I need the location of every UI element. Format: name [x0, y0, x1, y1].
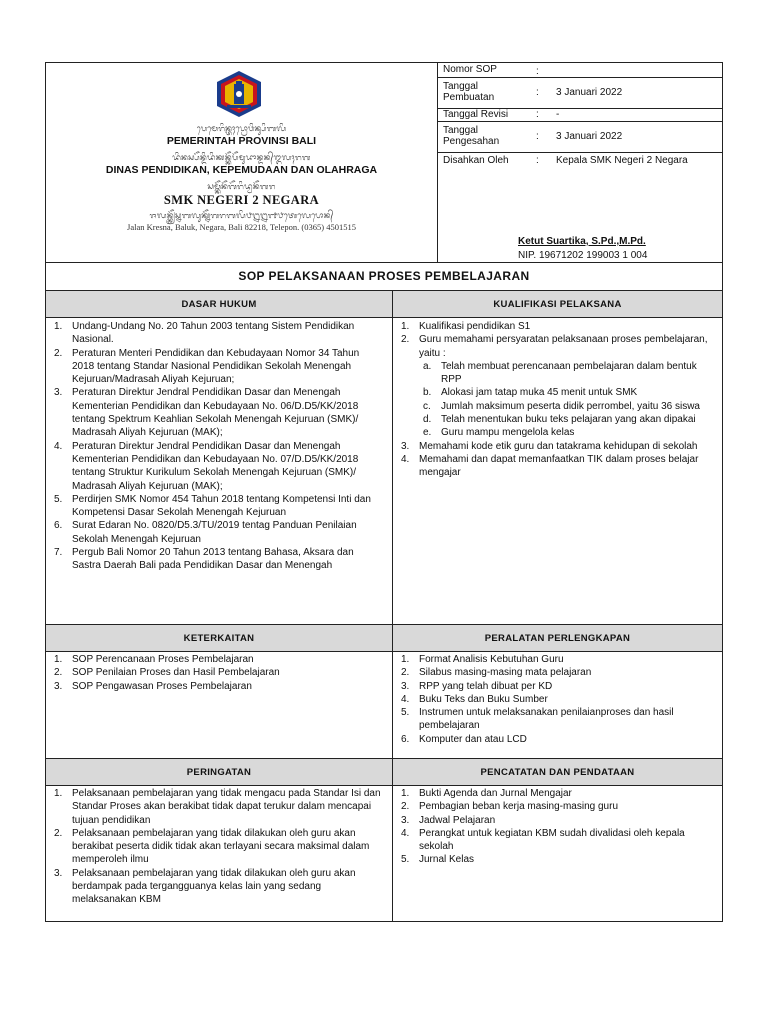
list-item-text: Memahami dan dapat memanfaatkan TIK dalam proses belajar mengajar [419, 453, 699, 479]
meta-colon: : [536, 87, 539, 98]
department-name: DINAS PENDIDIKAN, KEPEMUDAAN DAN OLAHRAGA [105, 164, 378, 176]
list-item-number: 1. [54, 654, 63, 665]
list-item-number: 1. [401, 654, 410, 665]
list-item-number: 5. [401, 707, 410, 719]
list-item [46, 787, 384, 827]
list-item-text: Format Analisis Kebutuhan Guru [419, 654, 564, 665]
meta-value: - [556, 109, 560, 120]
list-item-text: Memahami kode etik guru dan tatakrama kehidupan di sekolah [419, 440, 698, 452]
list-item-text: Telah membuat perencanaan pembelajaran dalam bentuk RPP [441, 360, 697, 386]
list-item-text: SOP Penilaian Proses dan Hasil Pembelajaran [72, 667, 280, 679]
meta-value: Kepala SMK Negeri 2 Negara [556, 155, 688, 166]
list-item [46, 867, 384, 907]
list-item [393, 666, 716, 679]
list-item [393, 440, 716, 453]
meta-label: Nomor SOP [443, 64, 497, 75]
list-item-number: c. [423, 400, 431, 412]
list-item [393, 453, 716, 480]
list-item-text: Telah menentukan buku teks pelajaran yang akan dipakai [441, 414, 696, 426]
list-item [393, 333, 716, 360]
meta-row-pengesahan [437, 122, 722, 153]
list-item-number: 6. [54, 520, 63, 532]
list-item-number: e. [423, 427, 432, 439]
list-item-text: Pergub Bali Nomor 20 Tahun 2013 tentang Bahasa, Aksara dan Sastra Daerah Bali pada Pendidikan Dasar dan Menengah [72, 547, 354, 572]
signer-name: Ketut Suartika, S.Pd.,M.Pd. [518, 236, 646, 247]
list-item-number: 3. [401, 814, 410, 826]
balinese-script-school: ᬲᬫ᭄ᬓᭂᬦᭂᬕᭂᬭᬶᬤ᭄ᬯᬦᭂᬕᬭ [207, 182, 276, 191]
list-item-text: Perdirjen SMK Nomor 454 Tahun 2018 tentang Kompetensi Inti dan Kompetensi Dasar Sekolah Menengah Kejuruan [72, 493, 371, 519]
list-item-text: Kualifikasi pendidikan S1 [419, 321, 531, 332]
letterhead [46, 63, 438, 262]
meta-label: Tanggal Revisi [443, 109, 509, 120]
list-item-text: Guru memahami persyaratan pelaksanaan proses pembelajaran, yaitu : [419, 334, 708, 359]
list-item-number: 2. [401, 667, 410, 679]
list-item-number: 2. [401, 334, 410, 346]
list-item-text: Pembagian beban kerja masing-masing guru [419, 801, 619, 813]
meta-label: Tanggal Pengesahan [443, 125, 500, 147]
meta-colon: : [536, 155, 539, 166]
list-item-text: Pelaksanaan pembelajaran yang tidak mengacu pada Standar Isi dan Standar Proses akan berakibat tidak dapat terukur dalam mencapai tujuan pendidikan [72, 788, 381, 826]
sub-list-item [393, 426, 716, 439]
list-item-number: 5. [401, 854, 410, 866]
meta-colon: : [536, 131, 539, 142]
section-heading-kualifikasi: KUALIFIKASI PELAKSANA [393, 291, 722, 318]
section-heading-keterkaitan: KETERKAITAN [46, 625, 392, 652]
government-name: PEMERINTAH PROVINSI BALI [166, 135, 317, 147]
document-header [46, 63, 722, 263]
list-item-text: Peraturan Menteri Pendidikan dan Kebudayaan Nomor 34 Tahun 2018 tentang Standar Nasional Pendidikan Sekolah Menengah Kejuruan/Madrasah Aliyah Kejuruan; [72, 347, 360, 386]
list-item-number: 5. [54, 493, 63, 505]
list-item-number: 3. [54, 387, 63, 399]
list-item [393, 680, 716, 693]
peralatan-list [393, 653, 722, 746]
meta-colon: : [536, 66, 539, 77]
sub-list-item [393, 386, 716, 399]
section-heading-pencatatan: PENCATATAN DAN PENDATAAN [393, 759, 722, 786]
list-item-number: 3. [401, 680, 410, 692]
meta-row-revisi [437, 109, 722, 122]
list-item-text: Pelaksanaan pembelajaran yang tidak dilakukan oleh guru akan berdampak pada tergangguanya kelas lain yang sedang melaksanakan KBM [72, 867, 356, 906]
pencatatan-list [393, 787, 722, 867]
list-item-text: Jadwal Pelajaran [419, 814, 496, 826]
keterkaitan-list [46, 653, 390, 693]
sub-list-item [393, 360, 716, 387]
list-item [46, 653, 390, 666]
list-item [393, 733, 716, 746]
list-item-text: Komputer dan atau LCD [419, 733, 527, 745]
list-item [46, 347, 384, 387]
list-item [393, 853, 716, 866]
sub-list-item [393, 400, 716, 413]
list-item-text: Jumlah maksimum peserta didik perrombel, yaitu 36 siswa [441, 400, 700, 412]
kualifikasi-list [393, 320, 722, 480]
list-item-number: 1. [401, 788, 410, 799]
list-item [393, 693, 716, 706]
list-item-number: 3. [401, 440, 410, 452]
list-item-number: 3. [54, 680, 63, 692]
list-item [46, 680, 390, 693]
section-heading-dasar-hukum: DASAR HUKUM [46, 291, 392, 318]
list-item-text: Bukti Agenda dan Jurnal Mengajar [419, 788, 572, 799]
list-item-text: Peraturan Direktur Jendral Pendidikan Dasar dan Menengah Kementerian Pendidikan dan Kebudayaan No. 06/D.D5/KK/2018 tentang Spektrum Keahlian Sekolah Menengah Kejuruan (SMK)/ Madrasah Aliyah Kejuruan (MAK); [72, 387, 359, 439]
list-item-text: RPP yang telah dibuat per KD [419, 680, 553, 692]
list-item-number: 7. [54, 547, 63, 559]
list-item-number: 2. [54, 827, 63, 839]
list-item-number: 2. [54, 667, 63, 679]
list-item-text: Pelaksanaan pembelajaran yang tidak dilakukan oleh guru akan berakibat peserta didik tidak akan terlayani secara maksimal dalam memperoleh ilmu [72, 827, 370, 866]
meta-label: Disahkan Oleh [443, 155, 509, 166]
balinese-script-address: ᬚᬮᬦ᭄ᬓ᭄ᬭᭂᬲ᭄ᬦᬩᬮᬸᬓ᭄ᬦᭂᬕᬭᬩᬮᬶ᭘᭒᭒᭑᭘ᬢᬾᬮᬾᬧᭀᬦ᭄ [149, 211, 334, 220]
list-item-number: 1. [54, 321, 63, 332]
list-item [393, 653, 716, 666]
list-item-text: Buku Teks dan Buku Sumber [419, 693, 548, 705]
list-item [393, 814, 716, 827]
list-item [46, 440, 384, 493]
meta-row-pembuatan [437, 78, 722, 109]
meta-value: 3 Januari 2022 [556, 87, 623, 98]
school-address: Jalan Kresna, Baluk, Negara, Bali 82218, Telepon. (0365) 4501515 [127, 222, 356, 232]
list-item-number: 1. [54, 788, 63, 799]
section-heading-peralatan: PERALATAN PERLENGKAPAN [393, 625, 722, 652]
list-item-number: 3. [54, 867, 63, 879]
document-title: SOP PELAKSANAAN PROSES PEMBELAJARAN [46, 262, 722, 291]
meta-value: 3 Januari 2022 [556, 131, 623, 142]
list-item [46, 666, 390, 679]
list-item-number: 6. [401, 733, 410, 745]
list-item-number: 4. [401, 693, 410, 705]
balinese-script-department: ᬤᬶᬦᬲ᭄ᬧᭂᬦ᭄ᬤᬶᬤᬶᬓᬦ᭄ᬓᭂᬧᭂᬫᬸᬤᬵᬦ᭄ᬤᬦ᭄ᬑᬮᬄᬭᬕ [172, 153, 311, 162]
list-item-text: SOP Perencanaan Proses Pembelajaran [72, 654, 254, 665]
list-item-text: Undang-Undang No. 20 Tahun 2003 tentang Sistem Pendidikan Nasional. [72, 321, 355, 346]
list-item-number: 2. [401, 801, 410, 813]
list-item [46, 546, 384, 573]
list-item [46, 827, 384, 867]
sub-list-item [393, 413, 716, 426]
list-item [393, 787, 716, 800]
list-item [46, 386, 384, 439]
list-item [393, 827, 716, 854]
list-item-text: Surat Edaran No. 0820/D5.3/TU/2019 tentag Panduan Penilaian Sekolah Menengah Kejuruan [72, 520, 357, 545]
list-item-number: d. [423, 414, 432, 426]
list-item [393, 706, 716, 733]
list-item-number: a. [423, 360, 432, 372]
list-item-number: 4. [54, 440, 63, 452]
signer-nip: NIP. 19671202 199003 1 004 [518, 250, 648, 261]
list-item-text: Silabus masing-masing mata pelajaran [419, 667, 592, 679]
list-item [393, 800, 716, 813]
list-item-text: Guru mampu mengelola kelas [441, 427, 575, 439]
list-item [46, 519, 384, 546]
meta-row-nomor [437, 63, 722, 78]
meta-colon: : [536, 109, 539, 120]
list-item [46, 493, 384, 520]
balinese-script-government: ᬧᬾᬫᬾᬭᬶᬦ᭄ᬢᬄᬧ᭄ᬭᭀᬯᬶᬦ᭄ᬲᬶᬩᬮᬶ [196, 124, 287, 133]
list-item [393, 320, 716, 333]
list-item-text: Perangkat untuk kegiatan KBM sudah divalidasi oleh kepala sekolah [419, 827, 685, 853]
school-name: SMK NEGERI 2 NEGARA [163, 193, 320, 207]
bali-province-emblem-icon [215, 70, 263, 118]
dasar-hukum-list [46, 320, 390, 573]
list-item-number: 2. [54, 347, 63, 359]
list-item-text: Jurnal Kelas [419, 854, 475, 866]
peringatan-list [46, 787, 390, 907]
list-item-number: 1. [401, 321, 410, 332]
list-item-text: Peraturan Direktur Jendral Pendidikan Dasar dan Menengah Kementerian Pendidikan dan Kebudayaan No. 07/D.D5/KK/2018 tentang Struktur Kurikulum Sekolah Menengah Kejuruan (SMK)/ Madrasah Aliyah Kejuruan (MAK); [72, 440, 359, 492]
list-item [46, 320, 384, 347]
list-item-text: Instrumen untuk melaksanakan penilaianproses dan hasil pembelajaran [419, 707, 674, 732]
list-item-text: Alokasi jam tatap muka 45 menit untuk SMK [441, 387, 638, 399]
list-item-text: SOP Pengawasan Proses Pembelajaran [72, 680, 252, 692]
sop-document [45, 62, 723, 922]
meta-label: Tanggal Pembuatan [443, 81, 495, 103]
list-item-number: 4. [401, 453, 410, 465]
section-heading-peringatan: PERINGATAN [46, 759, 392, 786]
list-item-number: b. [423, 387, 432, 399]
list-item-number: 4. [401, 827, 410, 839]
